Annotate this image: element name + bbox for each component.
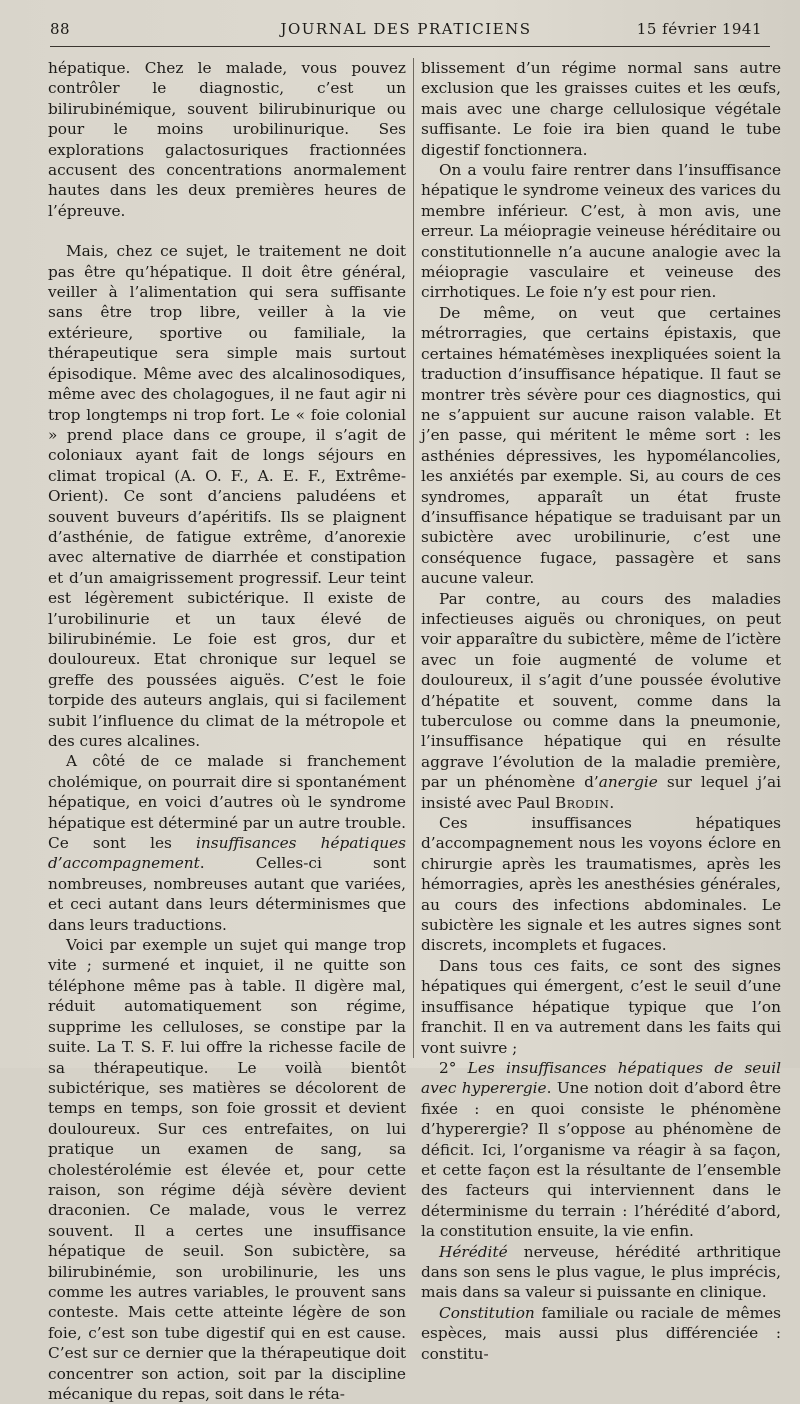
emphasis: Hérédité (439, 1242, 508, 1261)
right-column (421, 58, 781, 1364)
author-name: Brodin (554, 793, 610, 812)
emphasis: Constitution (439, 1303, 535, 1322)
paragraph: Ces insuffisances hépatiques d’accompagnement nous les voyons éclore en chirurgie après les traumatismes, après les hémorragies, après les anesthésies générales, au cours des infections abdominales. Le subictère les signale et les autres signes sont discrets, incomplets et fugaces. (421, 814, 781, 955)
paragraph: On a voulu faire rentrer dans l’insuffisance hépatique le syndrome veineux des varices du membre inférieur. C’est, à mon avis, une erreur. La méiopragie veineuse héréditaire ou constitutionnelle n’a aucune analogie avec la méiopragie vasculaire et veineuse des cirrhotiques. Le foie n’y est pour rien. (421, 161, 781, 302)
paragraph: Hérédité nerveuse, hérédité arthritique dans son sens le plus vague, le plus imprécis, mais dans sa valeur si puissante en clinique. (421, 1242, 781, 1302)
section-heading: Les insuffisances hépatiques de seuil avec hyperergie (421, 1058, 781, 1098)
paragraph: Dans tous ces faits, ce sont des signes hépatiques qui émergent, c’est le seuil d’une insuffisance hépatique typique que l’on franchit. Il en va autrement dans les faits qui vont suivre ; (421, 956, 781, 1057)
paragraph: Constitution familiale ou raciale de mêmes espèces, mais aussi plus différenciée : constitu- (421, 1303, 781, 1363)
paragraph: Par contre, au cours des maladies infectieuses aiguës ou chroniques, on peut voir apparaître du subictère, même de l’ictère avec un foie augmenté de volume et douloureux, il s’agit d’une poussée évolutive d’hépatite et souvent, comme dans la tuberculose ou comme dans la pneumonie, l’insuffisance hépatique qui en résulte aggrave l’évolution de la maladie première, par un phénomène d’anergie sur lequel j’ai insisté avec Paul Brodin. (421, 589, 781, 812)
paragraph: Voici par exemple un sujet qui mange trop vite ; surmené et inquiet, il ne quitte son téléphone même pas à table. Il digère mal, réduit automatiquement son régime, supprime les celluloses, se constipe par la suite. La T. S. F. lui offre la richesse facile de sa thérapeutique. Le voilà bientôt subictérique, ses matières se décolorent de temps en temps, son foie grossit et devient douloureux. Sur ces entrefaites, on lui pratique un examen de sang, sa cholestérolémie est élevée et, pour cette raison, son régime déjà sévère devient draconien. Ce malade, vous le verrez souvent. Il a certes une insuffisance hépatique de seuil. Son subictère, sa bilirubinémie, son urobilinurie, les uns comme les autres variables, le prouvent sans conteste. Mais cette atteinte légère de son foie, c’est son tube digestif qui en est cause. C’est sur ce dernier que la thérapeutique doit concentrer son action, soit par la discipline mécanique du repas, soit dans le réta- (48, 936, 406, 1403)
column-divider (413, 58, 414, 1058)
journal-title: JOURNAL DES PRATICIENS (280, 20, 532, 38)
section-heading-paragraph: 2° Les insuffisances hépatiques de seuil avec hyperergie. Une notion doit d’abord être fixée : en quoi consiste le phénomène d’hyperergie? Il s’oppose au phénomène de déficit. Ici, l’organisme va réagir à sa façon, et cette façon est la résultante de l’ensemble des facteurs qui interviennent dans le déterminisme du terrain : l’hérédité d’abord, la constitution ensuite, la vie enfin. (421, 1058, 781, 1241)
paragraph: De même, on veut que certaines métrorragies, que certains épistaxis, que certaines hématémèses inexpliquées soient la traduction d’insuffisance hépatique. Il faut se montrer très sévère pour ces diagnostics, qui ne s’appuient sur aucune raison valable. Et j’en passe, qui méritent le même sort : les asthénies dépressives, les hypomélancolies, les anxiétés par exemple. Si, au cours de ces syndromes, apparaît un état fruste d’insuffisance hépatique se traduisant par un subictère avec urobilinurie, c’est une conséquence fugace, passagère et sans aucune valeur. (421, 303, 781, 588)
emphasis: anergie (598, 773, 658, 792)
paragraph: blissement d’un régime normal sans autre exclusion que les graisses cuites et les œufs, mais avec une charge cellulosique végétale suffisante. Le foie ira bien quand le tube digestif fonctionnera. (421, 59, 781, 159)
running-head (50, 20, 762, 42)
paragraph: hépatique. Chez le malade, vous pouvez contrôler le diagnostic, c’est un bilirubinémique, souvent bilirubinurique ou pour le moins urobilinurique. Ses explorations galactosuriques fractionnées accusent des concentrations anormalement hautes dans les deux premières heures de l’épreuve. (48, 59, 406, 220)
issue-date: 15 février 1941 (636, 20, 762, 38)
paragraph: A côté de ce malade si franchement cholémique, on pourrait dire si spontanément hépatique, en voici d’autres où le syndrome hépatique est déterminé par un autre trouble. Ce sont les insuffisances hépatiques d’accompagnement. Celles-ci sont nombreuses, nombreuses autant que variées, et ceci autant dans leurs déterminismes que dans leurs traductions. (48, 752, 406, 934)
emphasis: insuffisances hépatiques d’accompagnement (48, 834, 406, 873)
page-number: 88 (50, 20, 71, 38)
left-column (48, 58, 406, 1404)
header-rule (50, 46, 770, 47)
paragraph: Mais, chez ce sujet, le traitement ne doit pas être qu’hépatique. Il doit être général, veiller à l’alimentation qui sera suffisante sans être trop libre, veiller à la vie extérieure, sportive ou familiale, la thérapeutique sera simple mais surtout épisodique. Même avec des alcalinosodiques, même avec des cholagogues, il ne faut agir ni trop longtemps ni trop fort. Le « foie colonial » prend place dans ce groupe, il s’agit de coloniaux ayant fait de longs séjours en climat tropical (A. O. F., A. E. F., Extrême-Orient). Ce sont d’anciens paludéens et souvent buveurs d’apéritifs. Ils se plaignent d’asthénie, de fatigue extrême, d’anorexie avec alternative de diarrhée et constipation et d’un amaigrissement progressif. Leur teint est légèrement subictérique. Il existe de l’urobilinurie et un taux élevé de bilirubinémie. Le foie est gros, dur et douloureux. Etat chronique sur lequel se greffe des poussées aiguës. C’est le foie torpide des auteurs anglais, qui si facilement subit l’influence du climat de la métropole et des cures alcalines. (48, 242, 406, 750)
